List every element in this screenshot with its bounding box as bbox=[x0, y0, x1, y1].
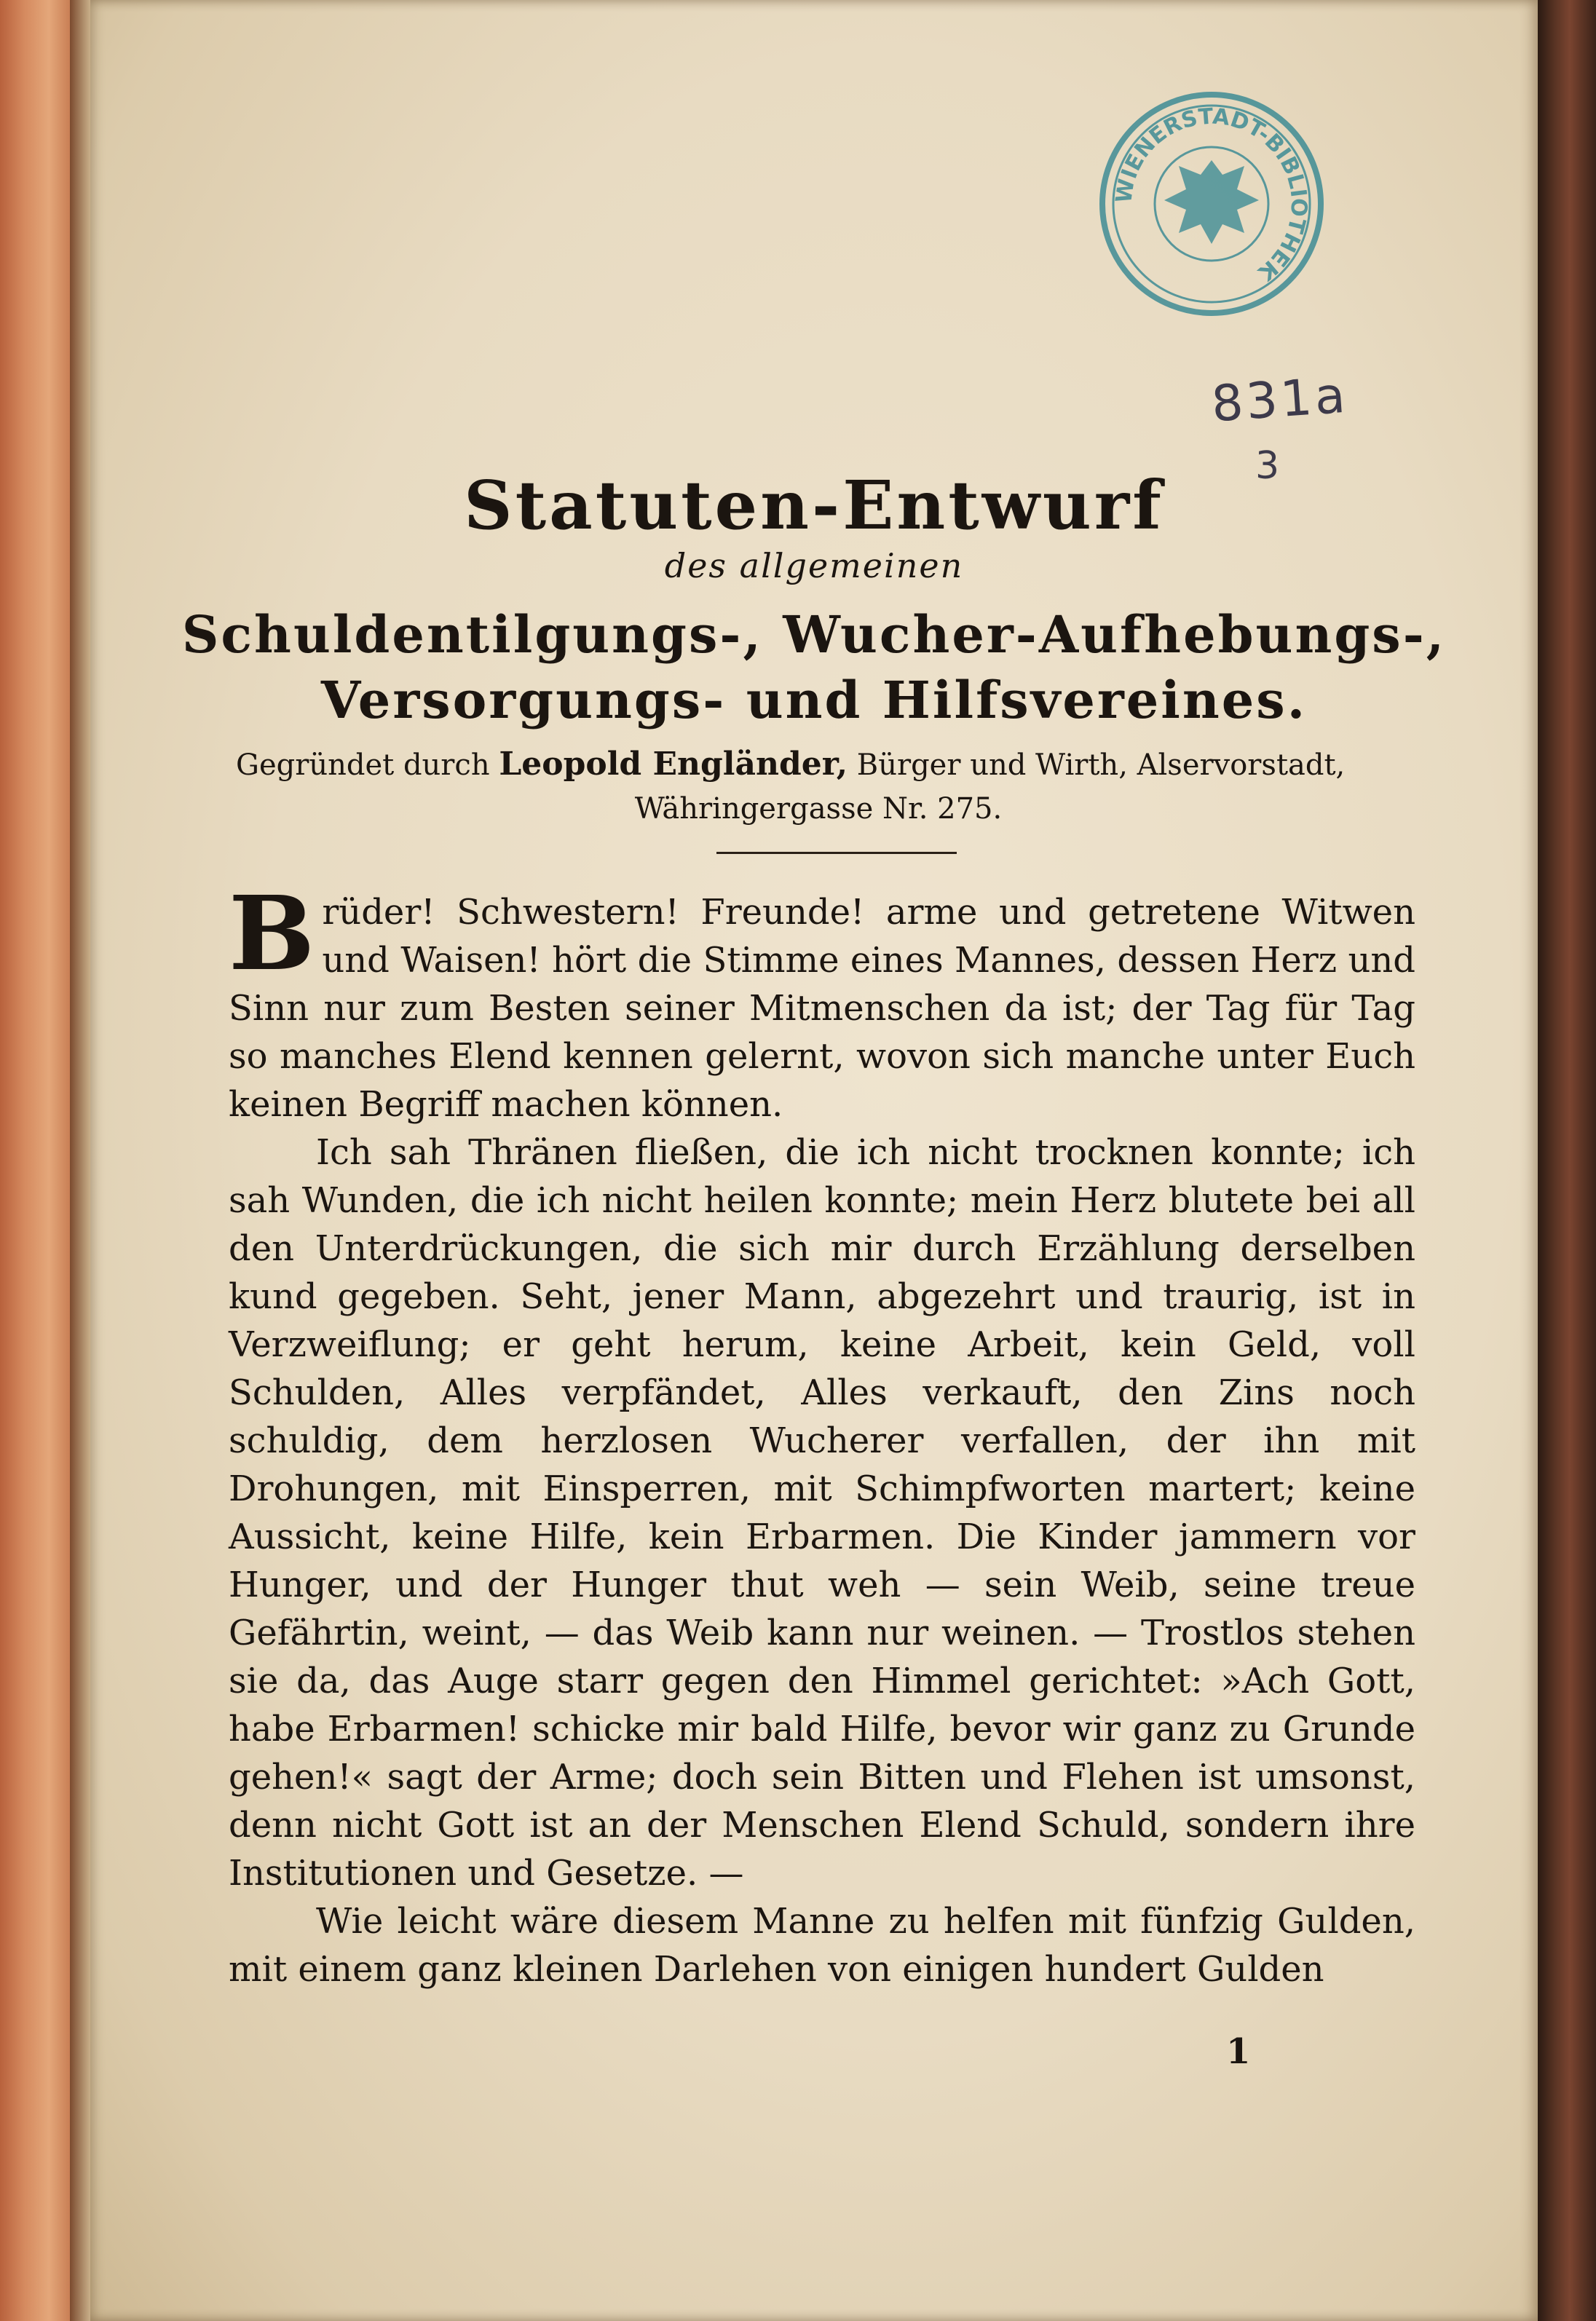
founder-name: Leopold Engländer, bbox=[499, 746, 848, 783]
page-gutter bbox=[70, 0, 90, 2321]
paragraph-3: Wie leicht wäre diesem Manne zu helfen mit fünfzig Gulden, mit einem ganz kleinen Darlehen von einigen hundert Gulden bbox=[229, 1901, 1415, 1990]
founder-prefix: Gegründet durch bbox=[236, 748, 490, 782]
book-cover-left bbox=[0, 0, 70, 2321]
title-connector: des allgemeinen bbox=[664, 546, 964, 585]
title-line-1: Schuldentilgungs-, Wucher-Aufhebungs-, bbox=[181, 604, 1447, 665]
library-stamp bbox=[1088, 80, 1335, 328]
title-line-2: Versorgungs- und Hilfsvereines. bbox=[320, 670, 1308, 730]
stamp-text: WIENERSTADT-BIBLIOTHEK bbox=[1111, 103, 1312, 285]
document-title: Statuten-Entwurf bbox=[464, 466, 1164, 545]
founder-line bbox=[236, 743, 1401, 831]
divider-rule bbox=[716, 852, 957, 854]
shelfmark-volume: 3 bbox=[1255, 444, 1280, 488]
page-number: 1 bbox=[1226, 2031, 1251, 2072]
founder-details: Bürger und Wirth, Alservorstadt, bbox=[856, 748, 1346, 782]
paragraph-1: Brüder! Schwestern! Freunde! arme und getretene Witwen und Waisen! hört die Stimme eines Mannes, dessen Herz und Sinn nur zum Besten seiner Mitmenschen da ist; der Tag für Tag so manches Elend kennen gelernt, wovon sich manche unter Euch keinen Begriff machen können. bbox=[229, 874, 1415, 1125]
eagle-emblem-icon bbox=[1164, 160, 1259, 244]
founder-address: Währingergasse Nr. 275. bbox=[634, 792, 1003, 826]
shelfmark-number: 831a bbox=[1209, 366, 1350, 434]
paragraph-2: Ich sah Thränen fließen, die ich nicht trocknen konnte; ich sah Wunden, die ich nicht heilen konnte; mein Herz blutete bei all den Unterdrückungen, die sich mir durch Erzählung derselben kund gegeben. Seht, jener Mann, abgezehrt und traurig, ist in Verzweiflung; er geht herum, keine Arbeit, kein Geld, voll Schulden, Alles verpfändet, Alles verkauft, den Zins noch schuldig, dem herzlosen Wucherer verfallen, der ihn mit Drohungen, mit Einsperren, mit Schimpfworten martert; keine Aussicht, keine Hilfe, kein Erbarmen. Die Kinder jammern vor Hunger, und der Hunger thut weh — sein Weib, seine treue Gefährtin, weint, — das Weib kann nur weinen. — Trostlos stehen sie da, das Auge starr gegen den Himmel gerichtet: »Ach Gott, habe Erbarmen! schicke mir bald Hilfe, bevor wir ganz zu Grunde gehen!« sagt der Arme; doch sein Bitten und Flehen ist umsonst, denn nicht Gott ist an der Menschen Elend Schuld, sondern ihre Institutionen und Gesetze. — bbox=[229, 1132, 1415, 1894]
body-text bbox=[229, 874, 1415, 1993]
document-page bbox=[90, 0, 1538, 2321]
book-spine-right bbox=[1538, 0, 1596, 2321]
drop-cap: B bbox=[229, 874, 315, 994]
